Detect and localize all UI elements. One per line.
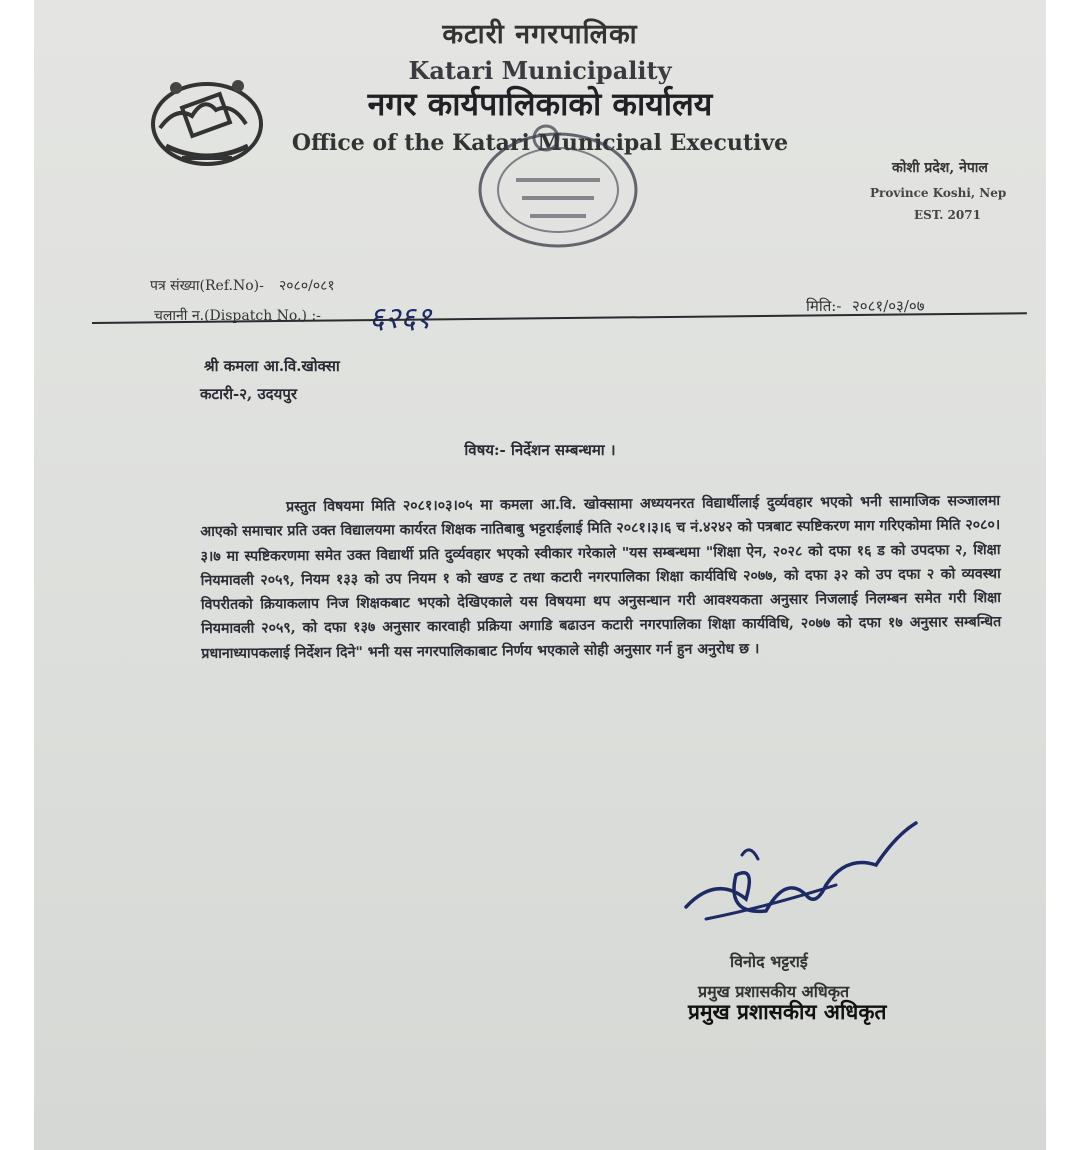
- date-label: मिति:-: [806, 297, 842, 315]
- addressee-line-2: कटारी-२, उदयपुर: [200, 385, 297, 403]
- established-year: EST. 2071: [914, 208, 981, 222]
- municipality-name-np: कटारी नगरपालिका: [442, 19, 638, 50]
- letter-paper: [34, 0, 1046, 1150]
- letter-body: प्रस्तुत विषयमा मिति २०८१।०३।०५ मा कमला आ.वि. खोक्सामा अध्ययनरत विद्यार्थीलाई दुर्व्यवहार भएको भनी सामाजिक सञ्जालमा आएको समाचार प्रति उक्त विद्यालयमा कार्यरत शिक्षक नातिबाबु भट्टराईलाई मिति २०८१।३।६ च नं.४२४२ को पत्रबाट स्पष्टिकरण माग गरिएकोमा मिति २०८०।३।७ मा स्पष्टिकरणमा समेत उक्त विद्यार्थी प्रति दुर्व्यवहार भएको स्वीकार गरेकाले "यस सम्बन्धमा "शिक्षा ऐन, २०२८ को दफा १६ ड को उपदफा २, शिक्षा नियमावली २०५९, नियम १३३ को उप नियम १ को खण्ड ट तथा कटारी नगरपालिका शिक्षा कार्यविधि २०७७, को दफा ३२ को उप दफा २ को व्यवस्था विपरीतको क्रियाकलाप निज शिक्षकबाट भएको देखिएकाले यस विषयमा थप अनुसन्धान गरी आवश्यकता अनुसार निजलाई निलम्बन समेत गरी शिक्षा नियमावली २०५९, को दफा १३७ अनुसार कारवाही प्रक्रिया अगाडि बढाउन कटारी नगरपालिका शिक्षा कार्यविधि, २०७७ को दफा १७ अनुसार सम्बन्धित प्रधानाध्यापकलाई निर्देशन दिने" भनी यस नगरपालिकाबाट निर्णय भएकाले सोही अनुसार गर्न हुन अनुरोध छ ।: [200, 493, 1002, 662]
- municipality-name-en: Katari Municipality: [408, 56, 672, 85]
- addressee-line-1: श्री कमला आ.वि.खोक्सा: [204, 357, 340, 375]
- signatory-name: विनोद भट्टराई: [730, 952, 808, 971]
- dispatch-no-label: चलानी न.(Dispatch No.) :-: [154, 308, 321, 324]
- office-name-en: Office of the Katari Municipal Executive: [291, 130, 789, 156]
- ref-no-value: २०८०/०८१: [279, 278, 335, 294]
- signatory-designation: प्रमुख प्रशासकीय अधिकृत: [698, 982, 850, 1001]
- letter-subject: विषय:- निर्देशन सम्बन्धमा ।: [464, 441, 616, 459]
- date-value: २०८१/०३/०७: [852, 297, 925, 315]
- dispatch-no-value: ६२६१: [369, 301, 432, 336]
- ref-no-label: पत्र संख्या(Ref.No)-: [150, 278, 264, 294]
- office-stamp-seal: [466, 120, 650, 256]
- province-np: कोशी प्रदेश, नेपाल: [892, 160, 988, 176]
- province-en: Province Koshi, Nep: [870, 186, 1007, 200]
- handwritten-signature: [646, 815, 926, 935]
- designation-stamp: प्रमुख प्रशासकीय अधिकृत: [688, 999, 887, 1024]
- office-name-np: नगर कार्यपालिकाको कार्यालय: [367, 85, 713, 123]
